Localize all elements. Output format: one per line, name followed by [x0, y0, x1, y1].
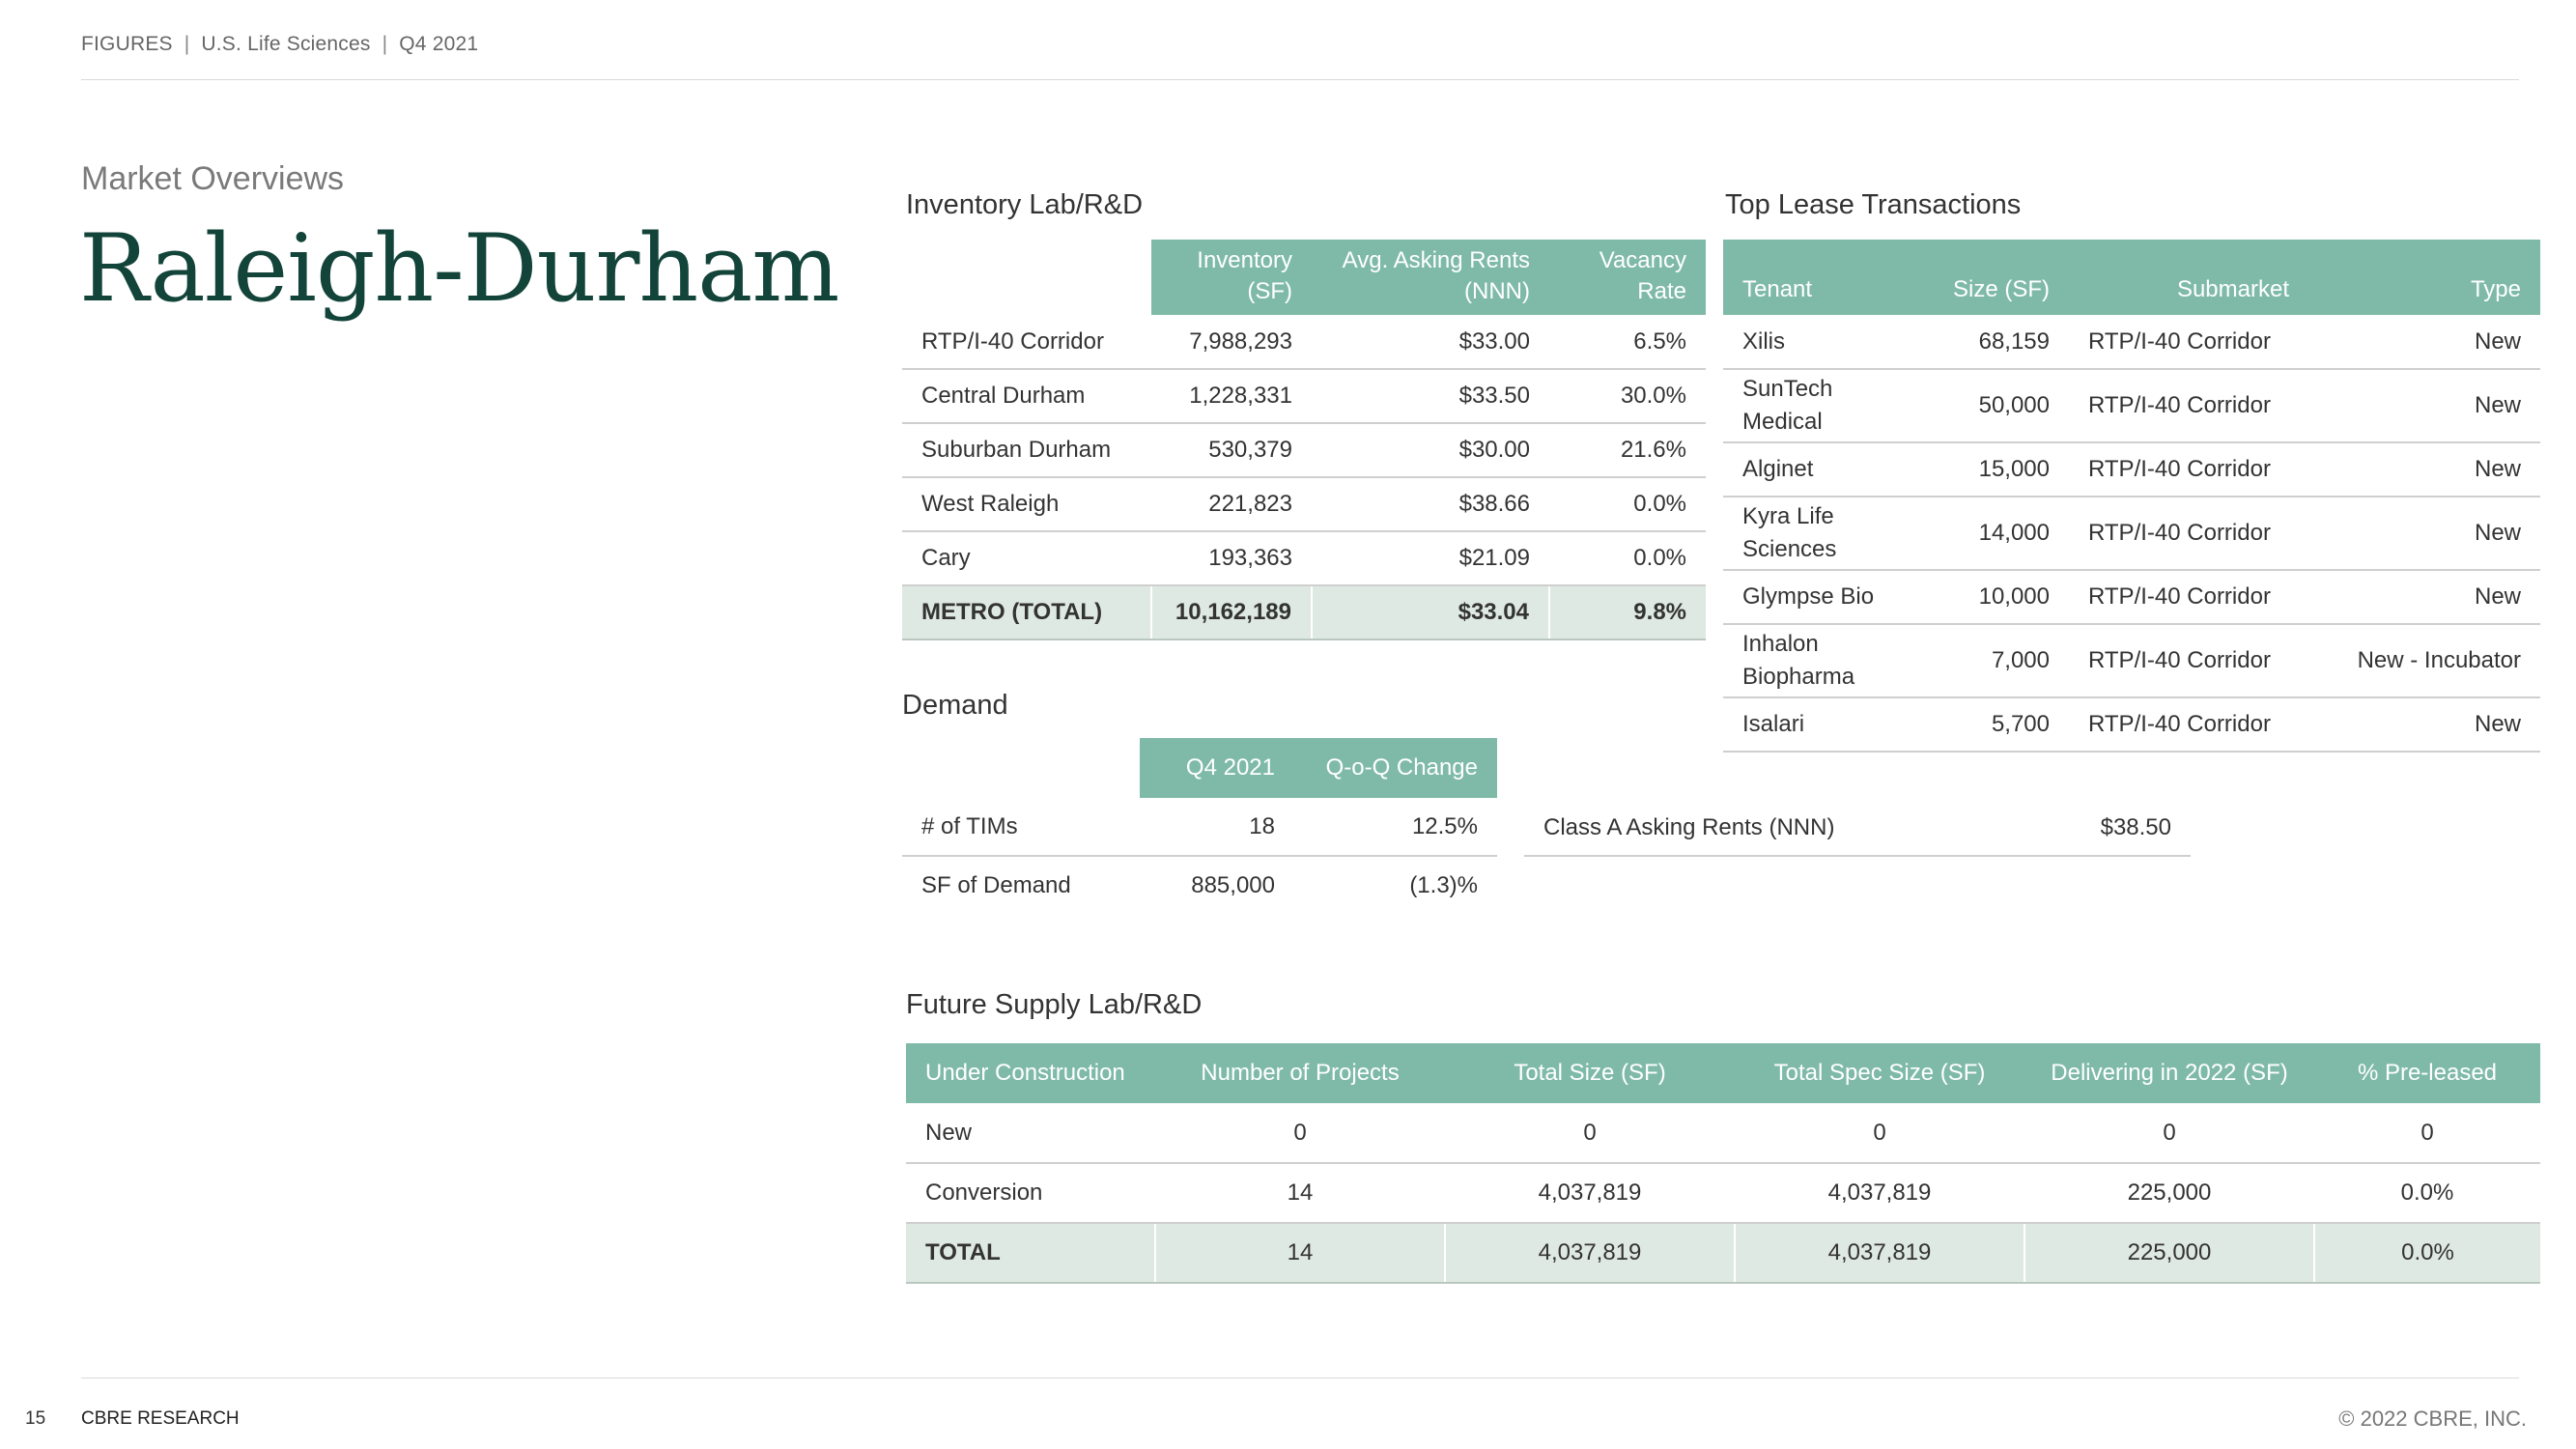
table-row [1723, 570, 2540, 624]
demand-col-quarter: Q4 2021 [1140, 738, 1294, 798]
table-row [902, 531, 1706, 585]
vacancy-value: 30.0% [1549, 369, 1706, 423]
lease-size: 50,000 [1926, 369, 2069, 442]
vacancy-value: 6.5% [1549, 315, 1706, 369]
vacancy-value: 21.6% [1549, 423, 1706, 477]
total-label: TOTAL [906, 1223, 1155, 1283]
table-row [902, 369, 1706, 423]
demand-metric: # of TIMs [902, 798, 1140, 856]
page-title: Raleigh-Durham [79, 214, 839, 323]
future-col-under-construction: Under Construction [906, 1043, 1155, 1103]
table-row [1723, 497, 2540, 570]
footer-brand: CBRE RESEARCH [81, 1408, 240, 1429]
total-preleased: 0.0% [2314, 1223, 2540, 1283]
inventory-value: 1,228,331 [1151, 369, 1312, 423]
submarket-name: West Raleigh [902, 477, 1151, 531]
total-delivering: 225,000 [2024, 1223, 2314, 1283]
supply-preleased: 0 [2314, 1103, 2540, 1163]
supply-total-size: 0 [1445, 1103, 1735, 1163]
total-size: 4,037,819 [1445, 1223, 1735, 1283]
inventory-header-row [902, 240, 1706, 315]
lease-submarket: RTP/I-40 Corridor [2069, 442, 2308, 497]
table-row [1524, 800, 2191, 856]
tenant-name: Isalari [1723, 697, 1926, 752]
table-row [902, 798, 1497, 856]
header-rule [81, 79, 2519, 80]
inventory-header-blank [902, 240, 1151, 315]
supply-type: Conversion [906, 1163, 1155, 1223]
tenant-name: SunTech Medical [1723, 369, 1926, 442]
supply-spec-size: 4,037,819 [1735, 1163, 2024, 1223]
total-inventory: 10,162,189 [1151, 585, 1312, 639]
header-divider: | [382, 33, 388, 55]
rent-value: $33.50 [1312, 369, 1549, 423]
supply-projects: 14 [1155, 1163, 1445, 1223]
supply-preleased: 0.0% [2314, 1163, 2540, 1223]
table-row [906, 1163, 2540, 1223]
class-a-value: $38.50 [2026, 800, 2191, 856]
table-row [1723, 697, 2540, 752]
report-header [81, 33, 478, 56]
lease-type: New - Incubator [2308, 624, 2540, 697]
total-projects: 14 [1155, 1223, 1445, 1283]
inventory-value: 193,363 [1151, 531, 1312, 585]
future-col-projects: Number of Projects [1155, 1043, 1445, 1103]
inventory-value: 530,379 [1151, 423, 1312, 477]
future-col-preleased: % Pre-leased [2314, 1043, 2540, 1103]
table-row [1723, 315, 2540, 369]
table-row [1723, 624, 2540, 697]
lease-type: New [2308, 570, 2540, 624]
class-a-label: Class A Asking Rents (NNN) [1524, 800, 2026, 856]
lease-size: 5,700 [1926, 697, 2069, 752]
lease-submarket: RTP/I-40 Corridor [2069, 624, 2308, 697]
lease-type: New [2308, 497, 2540, 570]
submarket-name: RTP/I-40 Corridor [902, 315, 1151, 369]
header-period: Q4 2021 [399, 33, 479, 55]
rent-value: $30.00 [1312, 423, 1549, 477]
lease-submarket: RTP/I-40 Corridor [2069, 497, 2308, 570]
table-row [1723, 369, 2540, 442]
total-spec-size: 4,037,819 [1735, 1223, 2024, 1283]
vacancy-value: 0.0% [1549, 531, 1706, 585]
lease-size: 10,000 [1926, 570, 2069, 624]
lease-col-tenant: Tenant [1723, 240, 1926, 315]
tenant-name: Glympse Bio [1723, 570, 1926, 624]
table-row [902, 423, 1706, 477]
supply-delivering: 0 [2024, 1103, 2314, 1163]
lease-submarket: RTP/I-40 Corridor [2069, 369, 2308, 442]
total-rent: $33.04 [1312, 585, 1549, 639]
supply-delivering: 225,000 [2024, 1163, 2314, 1223]
demand-metric: SF of Demand [921, 871, 1071, 898]
total-label: METRO (TOTAL) [902, 585, 1151, 639]
lease-size: 68,159 [1926, 315, 2069, 369]
demand-title: Demand [902, 690, 1008, 721]
lease-submarket: RTP/I-40 Corridor [2069, 315, 2308, 369]
submarket-name: Suburban Durham [902, 423, 1151, 477]
total-row [902, 585, 1706, 639]
future-col-spec-size: Total Spec Size (SF) [1735, 1043, 2024, 1103]
inventory-col-vacancy: Vacancy Rate [1549, 240, 1706, 315]
inventory-col-inventory: Inventory (SF) [1151, 240, 1312, 315]
tenant-name: Inhalon Biopharma [1723, 624, 1926, 697]
inventory-title: Inventory Lab/R&D [906, 189, 1144, 220]
inventory-value: 7,988,293 [1151, 315, 1312, 369]
page-number: 15 [25, 1408, 46, 1429]
inventory-col-rent: Avg. Asking Rents (NNN) [1312, 240, 1549, 315]
top-leases-table [1723, 240, 2540, 753]
lease-submarket: RTP/I-40 Corridor [2069, 570, 2308, 624]
demand-table [902, 738, 1497, 914]
lease-size: 14,000 [1926, 497, 2069, 570]
rent-value: $21.09 [1312, 531, 1549, 585]
top-leases-title: Top Lease Transactions [1725, 189, 2022, 220]
lease-col-type: Type [2308, 240, 2540, 315]
submarket-name: Central Durham [902, 369, 1151, 423]
demand-header-row [902, 738, 1497, 798]
lease-col-submarket: Submarket [2069, 240, 2308, 315]
future-col-total-size: Total Size (SF) [1445, 1043, 1735, 1103]
table-row [1723, 442, 2540, 497]
tenant-name: Xilis [1723, 315, 1926, 369]
supply-type: New [906, 1103, 1155, 1163]
rent-value: $33.00 [1312, 315, 1549, 369]
inventory-table [902, 240, 1706, 640]
header-divider: | [184, 33, 190, 55]
lease-submarket: RTP/I-40 Corridor [2069, 697, 2308, 752]
future-supply-title: Future Supply Lab/R&D [906, 989, 1203, 1020]
lease-size: 7,000 [1926, 624, 2069, 697]
header-section: FIGURES [81, 33, 173, 55]
demand-value: 18 [1140, 798, 1294, 856]
supply-projects: 0 [1155, 1103, 1445, 1163]
inventory-value: 221,823 [1151, 477, 1312, 531]
header-subject: U.S. Life Sciences [201, 33, 371, 55]
rent-value: $38.66 [1312, 477, 1549, 531]
future-supply-table [906, 1043, 2540, 1284]
tenant-name: Kyra Life Sciences [1723, 497, 1926, 570]
submarket-name: Cary [902, 531, 1151, 585]
tenant-name: Alginet [1723, 442, 1926, 497]
lease-type: New [2308, 369, 2540, 442]
table-row [902, 477, 1706, 531]
demand-header-blank [902, 738, 1140, 798]
demand-value: 885,000 [1191, 871, 1275, 898]
vacancy-value: 0.0% [1549, 477, 1706, 531]
table-row [902, 315, 1706, 369]
lease-size: 15,000 [1926, 442, 2069, 497]
lease-col-size: Size (SF) [1926, 240, 2069, 315]
lease-type: New [2308, 697, 2540, 752]
future-col-delivering: Delivering in 2022 (SF) [2024, 1043, 2314, 1103]
future-header-row [906, 1043, 2540, 1103]
lease-header-row [1723, 240, 2540, 315]
total-vacancy: 9.8% [1549, 585, 1706, 639]
supply-spec-size: 0 [1735, 1103, 2024, 1163]
demand-change: 12.5% [1294, 798, 1497, 856]
demand-change: (1.3)% [1409, 871, 1478, 898]
total-row [906, 1223, 2540, 1283]
supply-total-size: 4,037,819 [1445, 1163, 1735, 1223]
section-label: Market Overviews [81, 160, 345, 197]
lease-type: New [2308, 315, 2540, 369]
table-row [902, 856, 1497, 914]
table-row [906, 1103, 2540, 1163]
demand-col-change: Q-o-Q Change [1294, 738, 1497, 798]
class-a-rent-table [1524, 800, 2191, 857]
lease-type: New [2308, 442, 2540, 497]
footer-copyright: © 2022 CBRE, INC. [2338, 1406, 2527, 1431]
